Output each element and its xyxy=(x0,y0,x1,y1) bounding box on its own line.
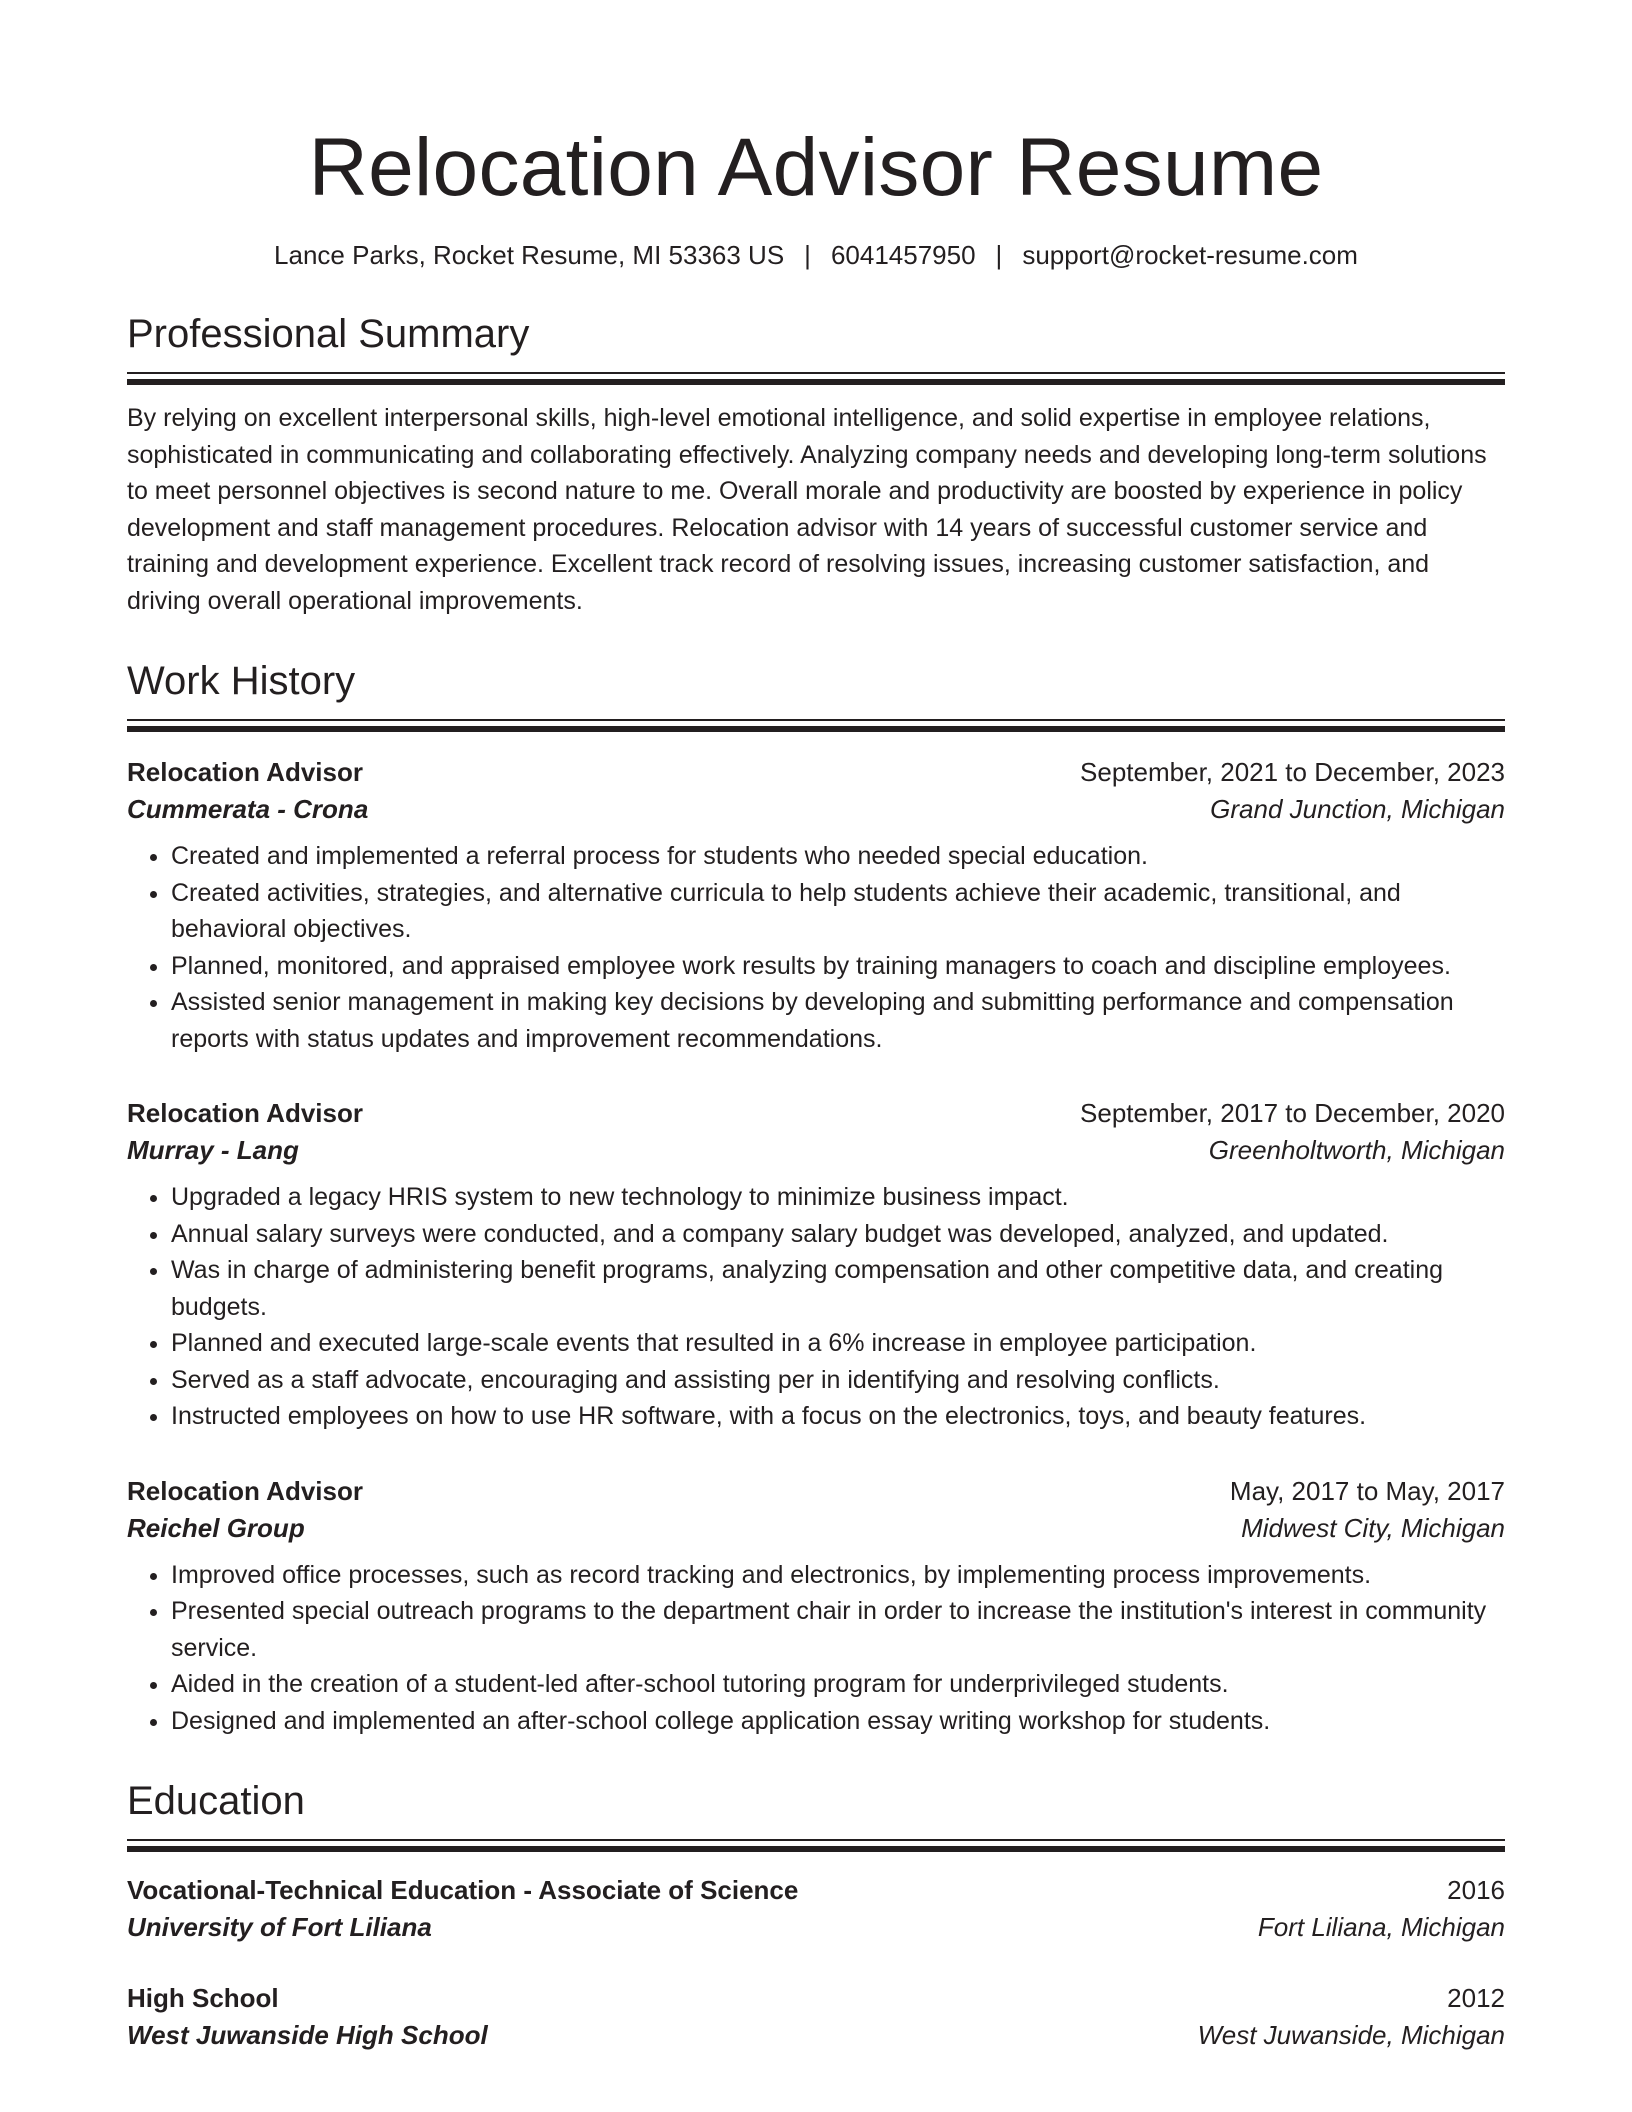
job-location: Greenholtworth, Michigan xyxy=(1208,1135,1505,1165)
job-bullets xyxy=(127,838,1505,1057)
education-school: West Juwanside High School xyxy=(127,2020,488,2050)
job-bullet: • Upgraded a legacy HRIS system to new technology to minimize business impact. xyxy=(171,1179,1505,1216)
job-bullet: • Planned and executed large-scale events that resulted in a 6% increase in employee participation. xyxy=(171,1325,1505,1362)
work-section-header xyxy=(127,657,1505,732)
job-bullet: • Presented special outreach programs to the department chair in order to increase the institution's interest in community service. xyxy=(171,1593,1505,1666)
job-bullets xyxy=(127,1179,1505,1435)
job-bullet: • Annual salary surveys were conducted, and a company salary budget was developed, analyzed, and updated. xyxy=(171,1216,1505,1253)
job-bullet: • Created and implemented a referral process for students who needed special education. xyxy=(171,838,1505,875)
job-header-row xyxy=(127,1473,1505,1509)
job-location: Midwest City, Michigan xyxy=(1241,1512,1505,1543)
job-bullet: • Created activities, strategies, and alternative curricula to help students achieve their academic, transitional, and behavioral objectives. xyxy=(171,875,1505,948)
contact-address: Lance Parks, Rocket Resume, MI 53363 US xyxy=(274,240,785,270)
job-company-row xyxy=(127,1509,1505,1547)
summary-section-header xyxy=(127,310,1505,385)
education-location: Fort Liliana, Michigan xyxy=(1257,1912,1505,1942)
education-entry xyxy=(127,1980,1505,2054)
contact-email: support@rocket-resume.com xyxy=(1022,240,1358,270)
job-dates: September, 2021 to December, 2023 xyxy=(1080,757,1505,787)
job-company-row xyxy=(127,1131,1505,1169)
education-header-row xyxy=(127,1872,1505,1908)
section-divider xyxy=(127,719,1505,732)
contact-line xyxy=(127,238,1505,272)
education-header-row xyxy=(127,1980,1505,2016)
education-school-row xyxy=(127,1908,1505,1946)
job-bullet: • Planned, monitored, and appraised employee work results by training managers to coach and discipline employees. xyxy=(171,948,1505,985)
job-bullet: • Designed and implemented an after-school college application essay writing workshop for students. xyxy=(171,1703,1505,1740)
job-company: Murray - Lang xyxy=(127,1135,299,1165)
education-section-header xyxy=(127,1777,1505,1852)
job-bullet: • Served as a staff advocate, encouraging and assisting per in identifying and resolving conflicts. xyxy=(171,1362,1505,1399)
section-divider xyxy=(127,1839,1505,1852)
job-company: Cummerata - Crona xyxy=(127,794,369,824)
job-bullet: • Instructed employees on how to use HR software, with a focus on the electronics, toys, and beauty features. xyxy=(171,1398,1505,1435)
contact-phone: 6041457950 xyxy=(830,240,976,270)
job-location: Grand Junction, Michigan xyxy=(1210,794,1505,824)
job-bullet: • Was in charge of administering benefit programs, analyzing compensation and other competitive data, and creating budgets. xyxy=(171,1252,1505,1325)
education-location: West Juwanside, Michigan xyxy=(1197,2020,1505,2050)
education-degree: High School xyxy=(127,1983,279,2013)
job-bullet: • Aided in the creation of a student-led after-school tutoring program for underprivileged students. xyxy=(171,1666,1505,1703)
job-dates: May, 2017 to May, 2017 xyxy=(1229,1475,1505,1506)
job-bullet: • Improved office processes, such as record tracking and electronics, by implementing process improvements. xyxy=(171,1557,1505,1594)
education-degree: Vocational-Technical Education - Associate of Science xyxy=(127,1875,799,1905)
job-title: Relocation Advisor xyxy=(127,757,363,787)
work-heading: Work History xyxy=(127,659,356,703)
job-bullets xyxy=(127,1557,1505,1740)
education-heading: Education xyxy=(127,1779,305,1823)
job-header-row xyxy=(127,1095,1505,1131)
contact-separator: | xyxy=(995,240,1003,270)
education-school-row xyxy=(127,2016,1505,2054)
education-entry xyxy=(127,1872,1505,1946)
contact-separator: | xyxy=(804,240,811,270)
education-school: University of Fort Liliana xyxy=(127,1912,432,1942)
job-entry xyxy=(127,1473,1505,1740)
resume-title: Relocation Advisor Resume xyxy=(308,122,1324,213)
job-title: Relocation Advisor xyxy=(127,1475,363,1506)
job-bullet: • Assisted senior management in making key decisions by developing and submitting performance and compensation reports with status updates and improvement recommendations. xyxy=(171,984,1505,1057)
job-entry xyxy=(127,754,1505,1057)
job-dates: September, 2017 to December, 2020 xyxy=(1080,1098,1505,1128)
job-company-row xyxy=(127,790,1505,828)
education-year: 2012 xyxy=(1447,1983,1505,2013)
job-header-row xyxy=(127,754,1505,790)
job-company: Reichel Group xyxy=(127,1512,305,1543)
job-entry xyxy=(127,1095,1505,1435)
summary-heading: Professional Summary xyxy=(127,312,530,356)
summary-text: By relying on excellent interpersonal skills, high-level emotional intelligence, and solid expertise in employee relations, sophisticated in communicating and collaborating effectively. Analyzing company needs and developing long-term solutions to meet personnel objectives is second nature to me. Overall morale and productivity are boosted by experience in policy development and staff management procedures. Relocation advisor with 14 years of successful customer service and training and development experience. Excellent track record of resolving issues, increasing customer satisfaction, and driving overall operational improvements. xyxy=(127,404,1487,615)
section-divider xyxy=(127,372,1505,385)
education-year: 2016 xyxy=(1447,1875,1505,1905)
job-title: Relocation Advisor xyxy=(127,1098,363,1128)
